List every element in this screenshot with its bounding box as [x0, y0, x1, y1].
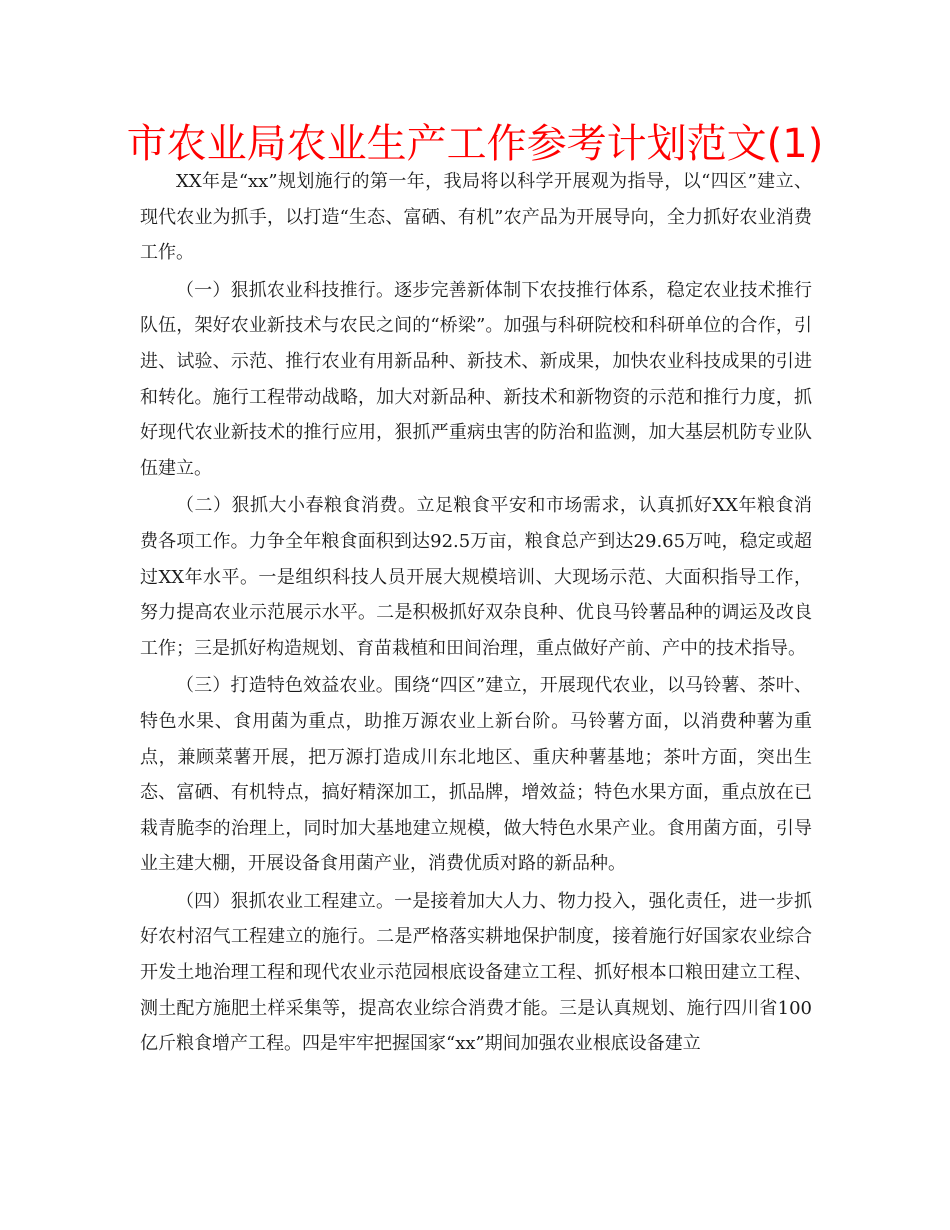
document-title: 市农业局农业生产工作参考计划范文(1)	[126, 121, 824, 167]
paragraph-intro: XX年是“xx”规划施行的第一年，我局将以科学开展观为指导，以“四区”建立、现代农业为抓手，以打造“生态、富硒、有机”农产品为开展导向，全力抓好农业消费工作。	[140, 171, 812, 264]
paragraph-section-1: （一）狠抓农业科技推行。逐步完善新体制下农技推行体系，稳定农业技术推行队伍，架好农业新技术与农民之间的“桥梁”。加强与科研院校和科研单位的合作，引进、试验、示范、推行农业有用新品种、新技术、新成果，加快农业科技成果的引进和转化。施行工程带动战略，加大对新品种、新技术和新物资的示范和推行力度，抓好现代农业新技术的推行应用，狠抓严重病虫害的防治和监测，加大基层机防专业队伍建立。	[140, 279, 812, 479]
document-body	[140, 164, 812, 1062]
paragraph-section-4: （四）狠抓农业工程建立。一是接着加大人力、物力投入，强化责任，进一步抓好农村沼气工程建立的施行。二是严格落实耕地保护制度，接着施行好国家农业综合开发土地治理工程和现代农业示范园根底设备建立工程、抓好根本口粮田建立工程、测土配方施肥土样采集等，提高农业综合消费才能。三是认真规划、施行四川省100亿斤粮食增产工程。四是牢牢把握国家“xx”期间加强农业根底设备建立	[140, 890, 812, 1055]
paragraph-section-3: （三）打造特色效益农业。围绕“四区”建立，开展现代农业，以马铃薯、茶叶、特色水果、食用菌为重点，助推万源农业上新台阶。马铃薯方面，以消费种薯为重点，兼顾菜薯开展，把万源打造成川东北地区、重庆种薯基地；茶叶方面，突出生态、富硒、有机特点，搞好精深加工，抓品牌，增效益；特色水果方面，重点放在已栽青脆李的治理上，同时加大基地建立规模，做大特色水果产业。食用菌方面，引导业主建大棚，开展设备食用菌产业，消费优质对路的新品种。	[140, 675, 812, 875]
paragraph-section-2: （二）狠抓大小春粮食消费。立足粮食平安和市场需求，认真抓好XX年粮食消费各项工作。力争全年粮食面积到达92.5万亩，粮食总产到达29.65万吨，稳定或超过XX年水平。一是组织科技人员开展大规模培训、大现场示范、大面积指导工作，努力提高农业示范展示水平。二是积极抓好双杂良种、优良马铃薯品种的调运及改良工作；三是抓好构造规划、育苗栽植和田间治理，重点做好产前、产中的技术指导。	[140, 495, 812, 659]
